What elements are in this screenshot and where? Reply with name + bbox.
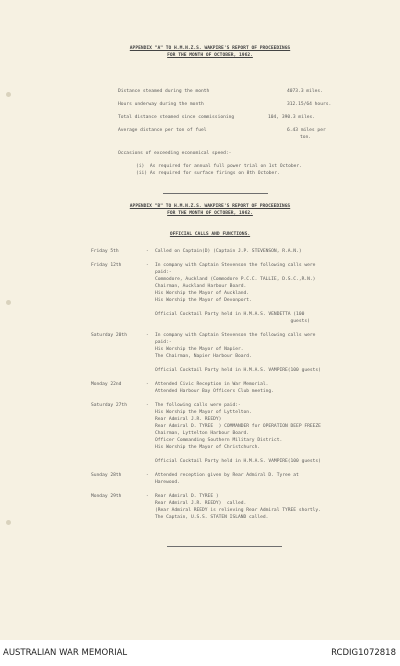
entry-line: (Rear Admiral REEDY is relieving Rear Admiral TYREE shortly. <box>155 508 321 513</box>
entry-line: The following calls were paid:- <box>155 403 241 408</box>
footer-source-label: AUSTRALIAN WAR MEMORIAL <box>3 648 128 658</box>
entry-line: paid:- <box>155 340 172 345</box>
entry-line: His Worship the Mayor of Lyttelton. <box>155 410 252 415</box>
section-heading: OFFICIAL CALLS AND FUNCTIONS. <box>169 232 251 237</box>
entry-line: Commodore, Auckland (Commodore P.C.C. TALLIE, D.S.C.,R.N.) <box>155 277 316 282</box>
entry-line: Chairman, Lyttelton Harbour Board. <box>155 431 250 436</box>
stat-value: 312.15/64 hours. <box>287 102 332 107</box>
occasions-heading: Occasions of exceeding economical speed:- <box>118 151 232 156</box>
stat-label: Average distance per ton of fuel <box>118 128 207 133</box>
entry-line: Official Cocktail Party held in H.M.A.S. VAMPIRE(100 guests) <box>155 459 321 464</box>
entry-dash: - <box>146 382 149 387</box>
entry-day: Saturday 27th <box>91 403 127 408</box>
entry-line: His Worship the Mayor of Christchurch. <box>155 445 261 450</box>
entry-line: The Captain, U.S.S. STATEN ISLAND called. <box>155 515 269 520</box>
stat-value: 4073.3 miles. <box>287 89 323 94</box>
entry-dash: - <box>146 249 149 254</box>
appendix-b-title-line1: APPENDIX "B" TO H.M.N.Z.S. WAKPIRE'S REPORT OF PROCEEDINGS <box>129 204 291 209</box>
entry-line: In company with Captain Stevenson the following calls were <box>155 263 316 268</box>
appendix-b-title-line2: FOR THE MONTH OF OCTOBER, 1962. <box>167 211 253 216</box>
entry-line: Rear Admiral J.R. REEDY) called. <box>155 501 247 506</box>
entry-dash: - <box>146 263 149 268</box>
entry-day: Monday 29th <box>91 494 122 499</box>
entry-dash: - <box>146 473 149 478</box>
appendix-a-title-line2: FOR THE MONTH OF OCTOBER, 1962. <box>167 53 253 58</box>
entry-line: Attended Harbour Bay Officers Club meeting. <box>155 389 274 394</box>
stat-label: Total distance steamed since commissioning <box>118 115 235 120</box>
entry-day: Sunday 28th <box>91 473 122 478</box>
entry-line: Attended reception given by Rear Admiral D. Tyree at <box>155 473 299 478</box>
entry-line: Rear Admiral J.R. REEDY) <box>155 417 222 422</box>
divider <box>167 546 282 547</box>
entry-line: Official Cocktail Party held in H.M.A.S. VENDETTA (100 <box>155 312 305 317</box>
entry-line: Chairman, Auckland Harbour Board. <box>155 284 247 289</box>
entry-day: Friday 12th <box>91 263 122 268</box>
entry-line: His Worship the Mayor of Devonport. <box>155 298 252 303</box>
stat-value: 104, 390.3 miles. <box>268 115 316 120</box>
entry-line: guests) <box>155 319 310 324</box>
entry-line: Harewood. <box>155 480 180 485</box>
entry-line: Rear Admiral D. TYREE ) <box>155 494 219 499</box>
entry-line: The Chairman, Napier Harbour Board. <box>155 354 252 359</box>
stat-value: ton. <box>300 135 312 140</box>
stat-value: 6.43 miles per <box>287 128 326 133</box>
entry-line: In company with Captain Stevenson the following calls were <box>155 333 316 338</box>
entry-dash: - <box>146 494 149 499</box>
entry-line: Attended Civic Reception in War Memorial. <box>155 382 269 387</box>
entry-line: Officer Commanding Southern Military District. <box>155 438 283 443</box>
footer-bar <box>0 640 400 666</box>
entry-line: Called on Captain(D) (Captain J.P. STEVENSON, R.A.N.) <box>155 249 302 254</box>
entry-line: His Worship the Mayor of Auckland. <box>155 291 250 296</box>
entry-day: Saturday 20th <box>91 333 127 338</box>
entry-day: Friday 5th <box>91 249 119 254</box>
appendix-a-title-line1: APPENDIX "A" TO H.M.N.Z.S. WAKPIRE'S REPORT OF PROCEEDINGS <box>129 46 291 51</box>
occasion-item: (i) As required for annual full power trial on 1st October. <box>136 164 302 169</box>
entry-line: Official Cocktail Party held in H.M.A.S. VAMPIRE(100 guests) <box>155 368 321 373</box>
stat-label: Hours underway during the month <box>118 102 204 107</box>
entry-dash: - <box>146 403 149 408</box>
entry-day: Monday 22nd <box>91 382 122 387</box>
entry-line: His Worship the Mayor of Napier. <box>155 347 244 352</box>
stat-label: Distance steamed during the month <box>118 89 210 94</box>
occasion-item: (ii) As required for surface firings on 8th October. <box>136 171 280 176</box>
entry-dash: - <box>146 333 149 338</box>
divider <box>163 193 268 194</box>
entry-line: Rear Admiral D. TYREE ) COMMANDER for OPERATION DEEP FREEZE <box>155 424 321 429</box>
entry-line: paid:- <box>155 270 172 275</box>
footer-record-id: RCDIG1072818 <box>331 648 396 658</box>
